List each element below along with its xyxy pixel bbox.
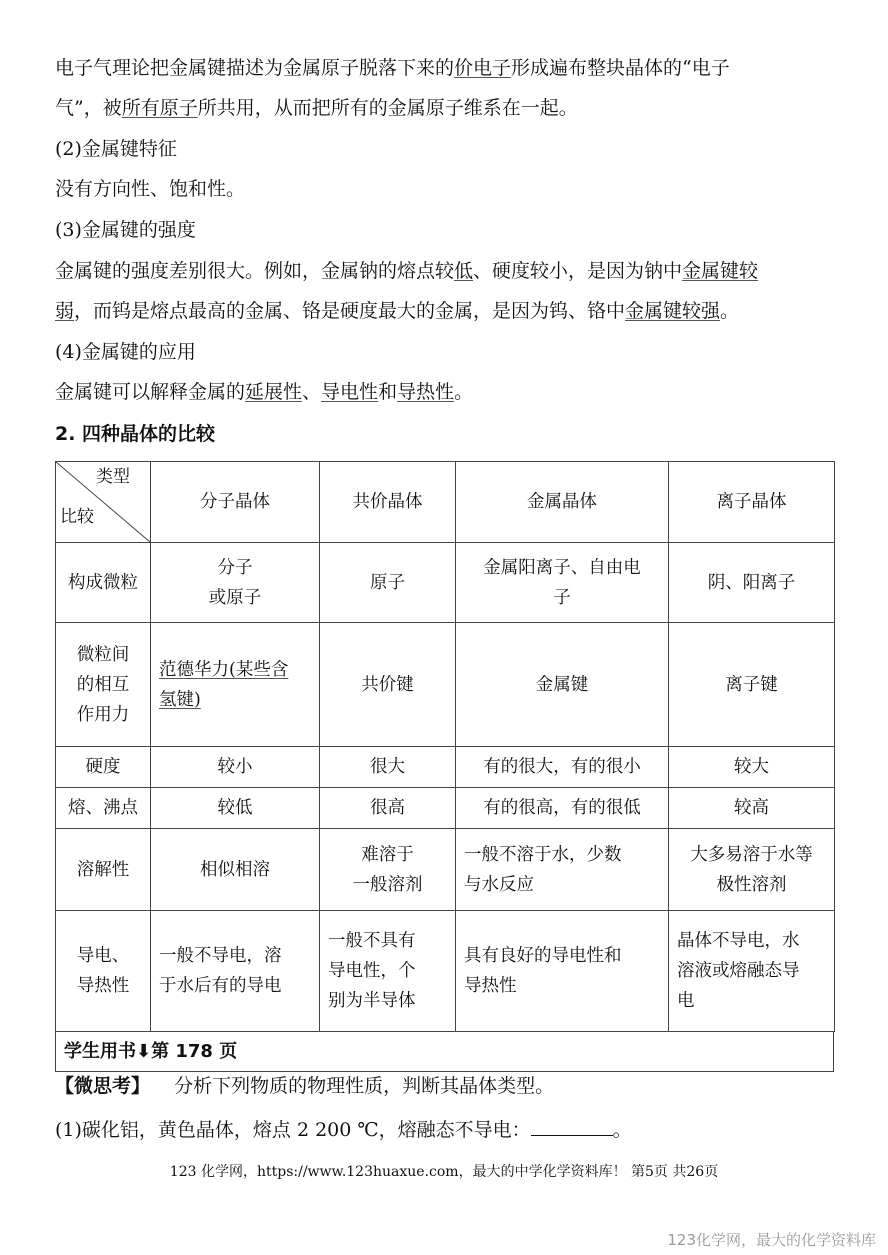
section-heading-comparison: 2. 四种晶体的比较 xyxy=(55,423,216,445)
text: 。 xyxy=(454,381,474,403)
table-cell: 很高 xyxy=(320,788,456,829)
table-cell: 原子 xyxy=(320,543,456,623)
table-cell: 共价键 xyxy=(320,623,456,747)
column-header: 分子晶体 xyxy=(151,462,320,543)
text: 金属键可以解释金属的 xyxy=(55,381,246,403)
think-prompt xyxy=(55,1074,554,1098)
underlined-answer: 所有原子 xyxy=(121,97,198,119)
crystal-comparison-table xyxy=(55,461,835,1032)
text: 、 xyxy=(302,381,322,403)
underlined-answer: 弱 xyxy=(55,300,75,322)
question-text: (1)碳化铝，黄色晶体，熔点 2 200 ℃，熔融态不导电： xyxy=(55,1119,531,1141)
book-reference-strip xyxy=(55,1031,834,1072)
corner-header-cell xyxy=(56,462,151,543)
table-cell: 很大 xyxy=(320,747,456,788)
heading-strength: (3)金属键的强度 xyxy=(55,219,196,241)
think-text: 分析下列物质的物理性质，判断其晶体类型。 xyxy=(174,1075,555,1097)
underlined-answer: 低 xyxy=(454,260,474,282)
row-label: 导电、 导热性 xyxy=(56,911,151,1032)
table-cell: 阴、阳离子 xyxy=(669,543,835,623)
table-row xyxy=(56,911,835,1032)
table-row xyxy=(56,829,835,911)
text: 。 xyxy=(720,300,740,322)
text: ，而钨是熔点最高的金属、铬是硬度最大的金属，是因为钨、铬中 xyxy=(74,300,626,322)
paragraph-line-2 xyxy=(55,96,578,120)
table-cell: 较大 xyxy=(669,747,835,788)
corner-compare-label: 比较 xyxy=(60,507,94,527)
underlined-answer: 延展性 xyxy=(245,381,303,403)
think-label: 【微思考】 xyxy=(55,1075,151,1097)
paragraph-strength-1 xyxy=(55,259,758,283)
question-end: 。 xyxy=(612,1119,632,1141)
answer-blank[interactable] xyxy=(531,1117,613,1136)
underlined-answer: 导电性 xyxy=(321,381,379,403)
paragraph-line-1 xyxy=(55,56,730,80)
text: 电子气理论把金属键描述为金属原子脱落下来的 xyxy=(55,57,455,79)
text: 形成遍布整块晶体的“电子 xyxy=(511,57,730,79)
table-cell: 一般不导电，溶 于水后有的导电 xyxy=(151,911,320,1032)
page-footer: 123 化学网，https://www.123huaxue.com，最大的中学化学资料库！ 第5页 共26页 xyxy=(169,1164,719,1180)
paragraph-feature: 没有方向性、饱和性。 xyxy=(55,178,246,200)
text: 金属键的强度差别很大。例如，金属钠的熔点较 xyxy=(55,260,455,282)
table-cell: 较高 xyxy=(669,788,835,829)
question-1 xyxy=(55,1117,632,1142)
column-header: 共价晶体 xyxy=(320,462,456,543)
table-cell: 较小 xyxy=(151,747,320,788)
table-cell: 有的很高，有的很低 xyxy=(456,788,669,829)
table-cell: 具有良好的导电性和 导热性 xyxy=(456,911,669,1032)
table-cell: 晶体不导电，水 溶液或熔融态导 电 xyxy=(669,911,835,1032)
underlined-answer: 范德华力(某些含 氢键) xyxy=(159,659,289,710)
row-label: 微粒间 的相互 作用力 xyxy=(56,623,151,747)
table-cell: 大多易溶于水等 极性溶剂 xyxy=(669,829,835,911)
text: 、硬度较小，是因为钠中 xyxy=(473,260,683,282)
heading-application: (4)金属键的应用 xyxy=(55,341,196,363)
underlined-answer: 金属键较 xyxy=(682,260,759,282)
table-cell: 金属阳离子、自由电 子 xyxy=(456,543,669,623)
book-page-reference: 学生用书⬇第 178 页 xyxy=(64,1041,238,1062)
column-header: 离子晶体 xyxy=(669,462,835,543)
text: 和 xyxy=(378,381,398,403)
paragraph-strength-2 xyxy=(55,299,739,323)
underlined-answer: 价电子 xyxy=(454,57,512,79)
column-header: 金属晶体 xyxy=(456,462,669,543)
table-row xyxy=(56,543,835,623)
table-cell: 金属键 xyxy=(456,623,669,747)
table-row xyxy=(56,747,835,788)
row-label: 硬度 xyxy=(56,747,151,788)
table-row xyxy=(56,623,835,747)
row-label: 熔、沸点 xyxy=(56,788,151,829)
underlined-answer: 金属键较强 xyxy=(625,300,721,322)
row-label: 溶解性 xyxy=(56,829,151,911)
underlined-answer: 导热性 xyxy=(397,381,455,403)
table-cell xyxy=(151,623,320,747)
heading-feature: (2)金属键特征 xyxy=(55,138,177,160)
text: 所共用，从而把所有的金属原子维系在一起。 xyxy=(197,97,578,119)
table-cell: 一般不具有 导电性，个 别为半导体 xyxy=(320,911,456,1032)
table-cell: 有的很大，有的很小 xyxy=(456,747,669,788)
text: 气”，被 xyxy=(55,97,122,119)
table-row xyxy=(56,788,835,829)
corner-type-label: 类型 xyxy=(96,467,130,487)
table-cell: 分子 或原子 xyxy=(151,543,320,623)
table-cell: 一般不溶于水，少数 与水反应 xyxy=(456,829,669,911)
table-cell: 离子键 xyxy=(669,623,835,747)
watermark: 123化学网，最大的化学资料库 xyxy=(667,1231,876,1249)
table-header-row xyxy=(56,462,835,543)
table-cell: 相似相溶 xyxy=(151,829,320,911)
row-label: 构成微粒 xyxy=(56,543,151,623)
paragraph-application xyxy=(55,380,473,404)
table-cell: 较低 xyxy=(151,788,320,829)
table-cell: 难溶于 一般溶剂 xyxy=(320,829,456,911)
